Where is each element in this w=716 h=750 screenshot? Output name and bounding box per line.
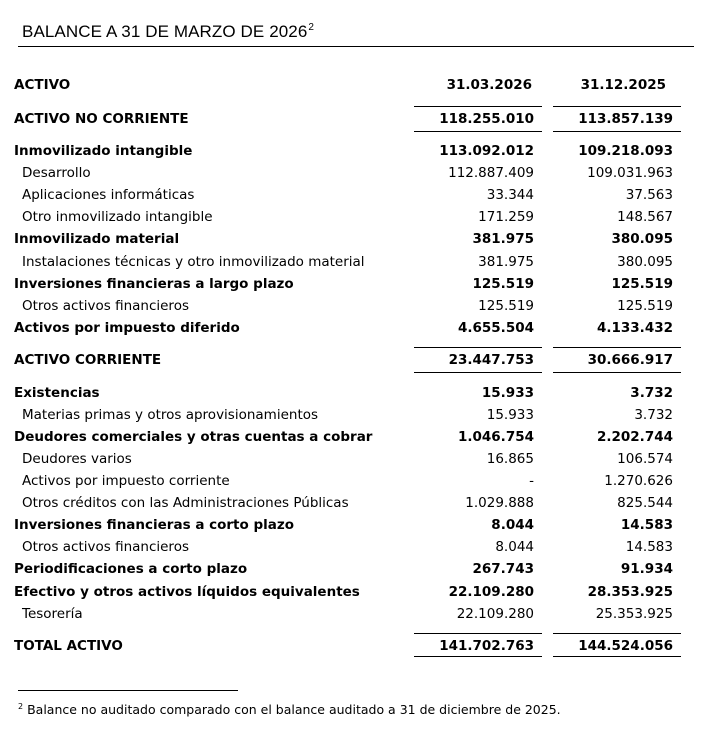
footnote-marker: 2 <box>18 702 24 711</box>
row-value-col1: 381.975 <box>472 231 534 247</box>
row-value-col2: 825.544 <box>617 495 673 511</box>
table-row <box>14 184 682 206</box>
row-value-col1: 33.344 <box>486 187 534 203</box>
row-value-col2: 91.934 <box>620 561 673 577</box>
row-label: Tesorería <box>22 606 83 622</box>
row-value-col2: 28.353.925 <box>587 584 673 600</box>
footnote-text: Balance no auditado comparado con el balance auditado a 31 de diciembre de 2025. <box>27 702 561 718</box>
table-header <box>14 74 682 96</box>
row-label: Periodificaciones a corto plazo <box>14 561 248 577</box>
row-value-col2: 125.519 <box>611 276 673 292</box>
title-text: BALANCE A 31 DE MARZO DE 2026 <box>22 22 308 41</box>
row-label: Instalaciones técnicas y otro inmovilizado material <box>22 254 365 270</box>
row-value-col1: 22.109.280 <box>456 606 534 622</box>
row-value-col2: 106.574 <box>617 451 673 467</box>
table-row <box>14 558 682 580</box>
row-label: ACTIVO CORRIENTE <box>14 352 162 368</box>
row-value-col1: 1.029.888 <box>465 495 534 511</box>
table-row <box>14 514 682 536</box>
footnote-separator <box>18 690 238 691</box>
header-label: ACTIVO <box>14 77 71 93</box>
row-label: TOTAL ACTIVO <box>14 638 123 654</box>
table-row <box>14 536 682 558</box>
row-label: Deudores comerciales y otras cuentas a cobrar <box>14 429 373 445</box>
rule <box>553 347 681 348</box>
rule <box>553 656 681 657</box>
row-value-col1: 8.044 <box>491 517 534 533</box>
row-value-col1: 15.933 <box>481 385 534 401</box>
table-row <box>14 603 682 625</box>
row-value-col1: 4.655.504 <box>457 320 534 336</box>
rule <box>414 347 542 348</box>
header-col2: 31.12.2025 <box>580 77 666 93</box>
table-row <box>14 251 682 273</box>
row-label: Otros activos financieros <box>22 298 189 314</box>
table-row <box>14 108 682 130</box>
rule <box>414 633 542 634</box>
table-row <box>14 382 682 404</box>
footnote <box>18 702 561 717</box>
rule <box>414 656 542 657</box>
row-value-col2: 3.732 <box>630 385 673 401</box>
row-label: Activos por impuesto corriente <box>22 473 230 489</box>
row-value-col2: 3.732 <box>634 407 673 423</box>
row-value-col2: 2.202.744 <box>596 429 673 445</box>
table-row <box>14 492 682 514</box>
row-value-col1: 15.933 <box>486 407 534 423</box>
row-value-col2: 144.524.056 <box>578 638 673 654</box>
row-value-col2: 109.031.963 <box>587 165 673 181</box>
row-label: Inmovilizado material <box>14 231 180 247</box>
table-row <box>14 317 682 339</box>
row-value-col1: 16.865 <box>486 451 534 467</box>
row-value-col1: 125.519 <box>478 298 534 314</box>
row-value-col1: 171.259 <box>478 209 534 225</box>
row-value-col1: 1.046.754 <box>457 429 534 445</box>
row-value-col1: 141.702.763 <box>439 638 534 654</box>
table-row <box>14 426 682 448</box>
row-label: Otro inmovilizado intangible <box>22 209 213 225</box>
table-row <box>14 470 682 492</box>
row-value-col2: 30.666.917 <box>587 352 673 368</box>
row-label: Desarrollo <box>22 165 91 181</box>
table-row <box>14 349 682 371</box>
rule <box>414 131 542 132</box>
rule <box>553 131 681 132</box>
row-value-col2: 380.095 <box>611 231 673 247</box>
row-label: Deudores varios <box>22 451 132 467</box>
rule <box>553 633 681 634</box>
table-row <box>14 404 682 426</box>
rule <box>414 372 542 373</box>
row-value-col1: 125.519 <box>472 276 534 292</box>
row-value-col2: 148.567 <box>617 209 673 225</box>
rule <box>553 106 681 107</box>
row-label: Inmovilizado intangible <box>14 143 193 159</box>
row-label: Activos por impuesto diferido <box>14 320 240 336</box>
total-row <box>14 635 682 657</box>
row-value-col2: 1.270.626 <box>604 473 673 489</box>
row-value-col2: 4.133.432 <box>596 320 673 336</box>
row-label: Aplicaciones informáticas <box>22 187 195 203</box>
row-value-col2: 14.583 <box>620 517 673 533</box>
table-row <box>14 448 682 470</box>
row-label: Inversiones financieras a corto plazo <box>14 517 295 533</box>
row-value-col1: 22.109.280 <box>448 584 534 600</box>
row-value-col1: 381.975 <box>478 254 534 270</box>
table-row <box>14 228 682 250</box>
row-value-col1: 113.092.012 <box>439 143 534 159</box>
rule <box>414 106 542 107</box>
table-row <box>14 206 682 228</box>
table-row <box>14 295 682 317</box>
page-title <box>22 22 314 42</box>
rule <box>553 372 681 373</box>
table-row <box>14 273 682 295</box>
row-value-col1: 267.743 <box>472 561 534 577</box>
row-value-col2: 25.353.925 <box>595 606 673 622</box>
row-label: Existencias <box>14 385 100 401</box>
row-value-col2: 125.519 <box>617 298 673 314</box>
row-label: Efectivo y otros activos líquidos equivalentes <box>14 584 360 600</box>
row-value-col2: 14.583 <box>625 539 673 555</box>
row-label: Materias primas y otros aprovisionamientos <box>22 407 319 423</box>
row-value-col2: 380.095 <box>617 254 673 270</box>
row-value-col1: 118.255.010 <box>439 111 534 127</box>
row-value-col1: 8.044 <box>495 539 534 555</box>
row-label: ACTIVO NO CORRIENTE <box>14 111 189 127</box>
row-value-col1: 23.447.753 <box>448 352 534 368</box>
row-label: Inversiones financieras a largo plazo <box>14 276 294 292</box>
header-col1: 31.03.2026 <box>446 77 532 93</box>
title-bar <box>18 18 694 47</box>
row-label: Otros activos financieros <box>22 539 189 555</box>
table-row <box>14 162 682 184</box>
row-value-col1: - <box>529 473 534 489</box>
title-footnote-ref: 2 <box>308 22 315 34</box>
table-row <box>14 581 682 603</box>
row-value-col2: 113.857.139 <box>578 111 673 127</box>
row-label: Otros créditos con las Administraciones Públicas <box>22 495 349 511</box>
row-value-col2: 37.563 <box>625 187 673 203</box>
table-row <box>14 140 682 162</box>
row-value-col2: 109.218.093 <box>578 143 673 159</box>
row-value-col1: 112.887.409 <box>448 165 534 181</box>
